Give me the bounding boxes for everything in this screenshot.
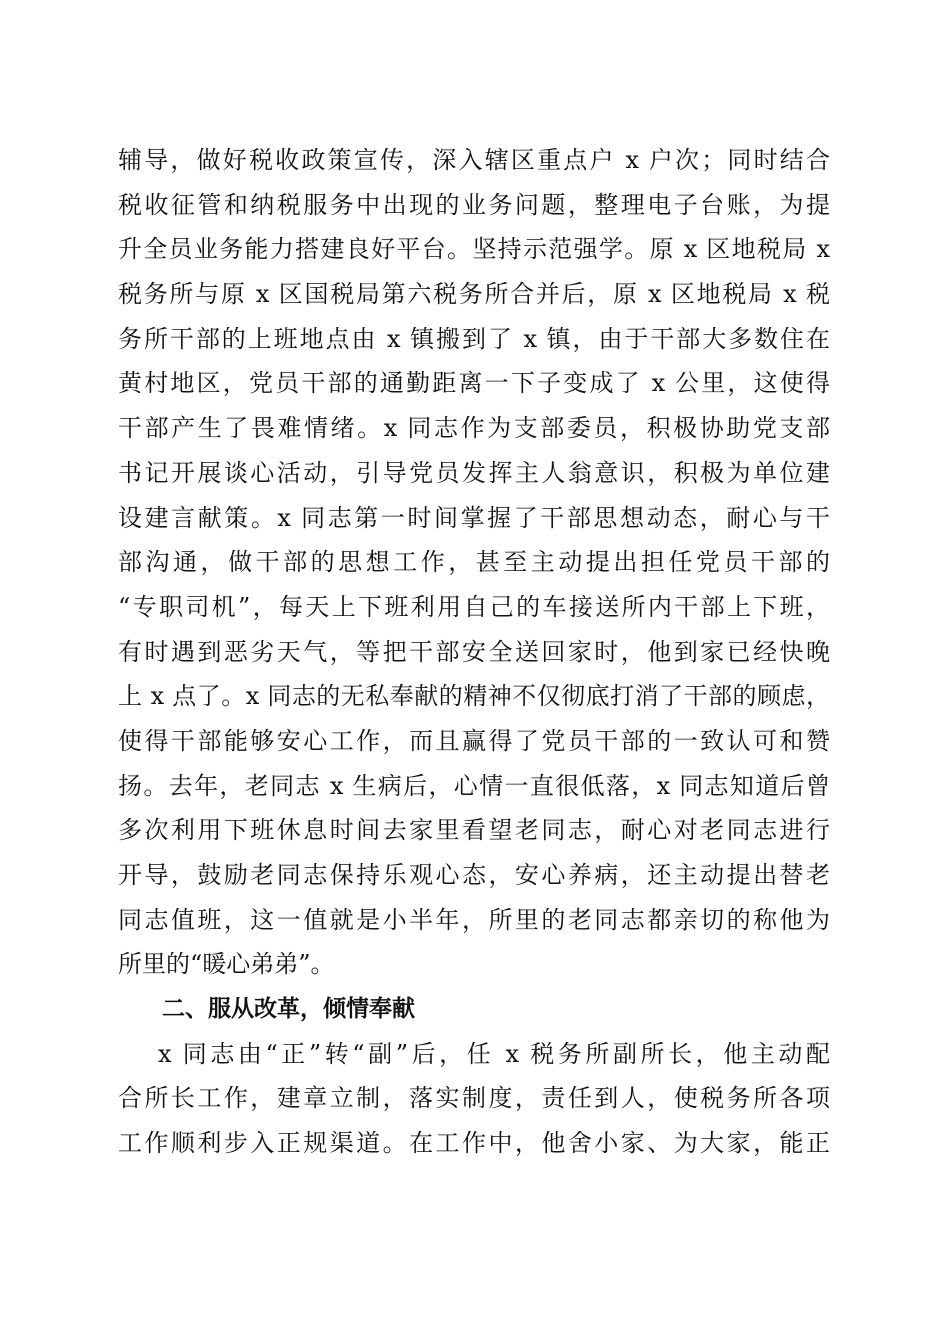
text-line: 所里的“暖心弟弟”。 xyxy=(118,950,335,979)
text-line: 上 x 点了。x 同志的无私奉献的精神不仅彻底打消了干部的顾虑， xyxy=(118,682,830,711)
text-line: x 同志由“正”转“副”后，任 x 税务所副所长，他主动配 xyxy=(158,1039,830,1068)
paragraph-2 xyxy=(118,1032,830,1166)
text-line: 书记开展谈心活动，引导党员发挥主人翁意识，积极为单位建 xyxy=(118,458,830,487)
text-line: 税收征管和纳税服务中出现的业务问题，整理电子台账，为提 xyxy=(118,190,830,219)
text-line: 多次利用下班休息时间去家里看望老同志，耐心对老同志进行 xyxy=(118,816,830,845)
text-line: 务所干部的上班地点由 x 镇搬到了 x 镇，由于干部大多数住在 xyxy=(118,324,830,353)
text-line: 工作顺利步入正规渠道。在工作中，他舍小家、为大家，能正 xyxy=(118,1129,830,1158)
text-line: 同志值班，这一值就是小半年，所里的老同志都亲切的称他为 xyxy=(118,905,830,934)
text-line: 税务所与原 x 区国税局第六税务所合并后，原 x 区地税局 x 税 xyxy=(118,280,830,309)
text-line: 部沟通，做干部的思想工作，甚至主动提出担任党员干部的 xyxy=(118,548,830,577)
text-line: 辅导，做好税收政策宣传，深入辖区重点户 x 户次；同时结合 xyxy=(118,146,830,174)
text-line: 升全员业务能力搭建良好平台。坚持示范强学。原 x 区地税局 x xyxy=(118,235,830,264)
text-line: 黄村地区，党员干部的通勤距离一下子变成了 x 公里，这使得 xyxy=(118,369,830,398)
text-line: 设建言献策。x 同志第一时间掌握了干部思想动态，耐心与干 xyxy=(118,503,830,532)
text-line: 开导，鼓励老同志保持乐观心态，安心养病，还主动提出替老 xyxy=(118,861,830,889)
document-body xyxy=(118,138,830,1166)
text-line: “专职司机”，每天上下班利用自己的车接送所内干部上下班， xyxy=(118,592,830,621)
paragraph-1 xyxy=(118,138,830,987)
text-line: 干部产生了畏难情绪。x 同志作为支部委员，积极协助党支部 xyxy=(118,414,830,443)
text-line: 有时遇到恶劣天气，等把干部安全送回家时，他到家已经快晚 xyxy=(118,637,830,666)
text-line: 合所长工作，建章立制，落实制度，责任到人，使税务所各项 xyxy=(118,1084,830,1113)
text-line: 扬。去年，老同志 x 生病后，心情一直很低落，x 同志知道后曾 xyxy=(118,771,830,800)
text-line: 使得干部能够安心工作，而且赢得了党员干部的一致认可和赞 xyxy=(118,726,830,755)
section-heading: 二、服从改革，倾情奉献 xyxy=(162,996,415,1023)
